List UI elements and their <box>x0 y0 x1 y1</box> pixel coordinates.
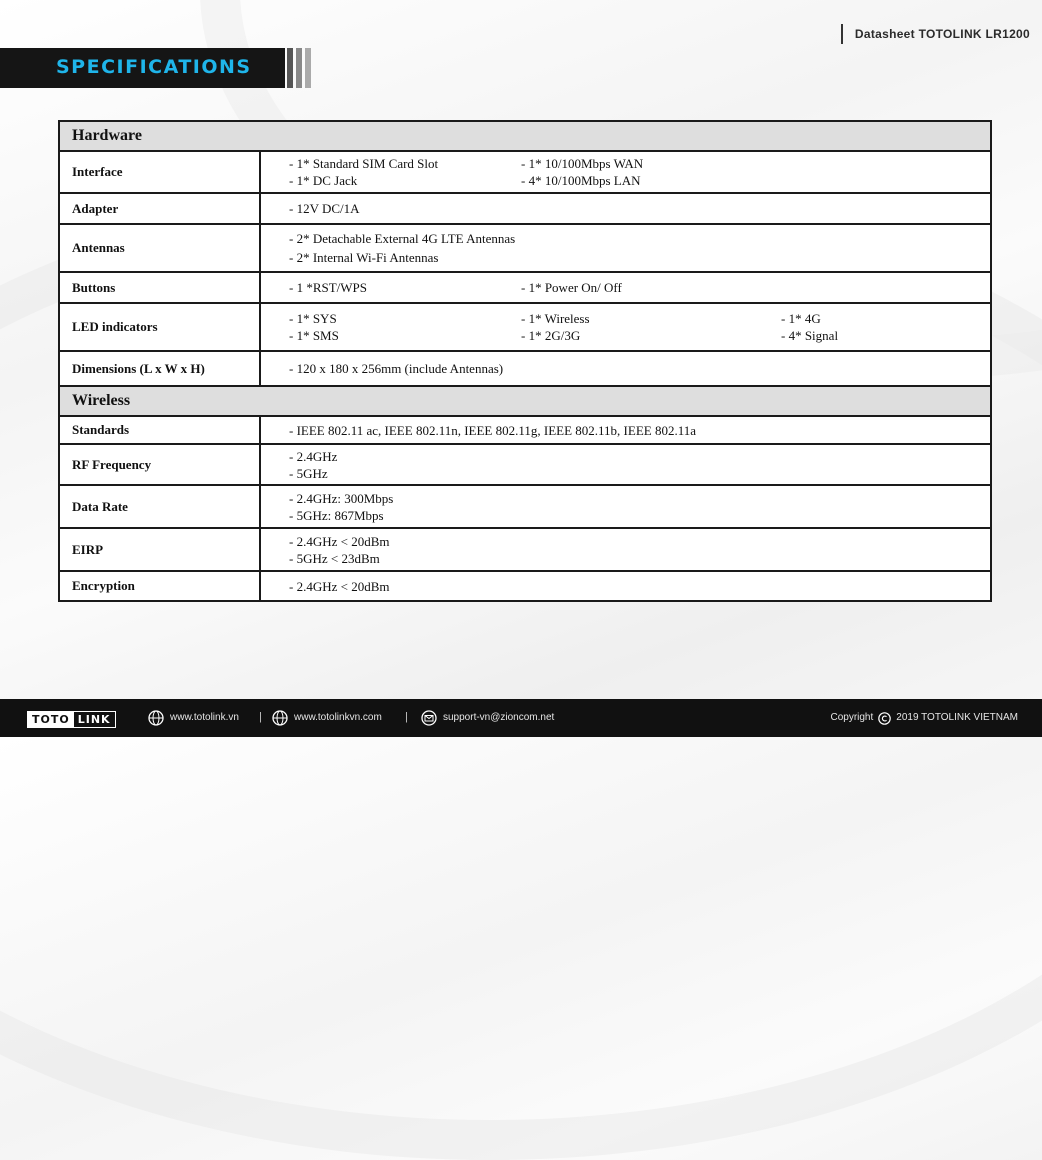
spec-label: Buttons <box>59 272 260 303</box>
spec-value <box>260 351 991 386</box>
copyright-prefix: Copyright <box>830 712 874 723</box>
spec-value <box>260 224 991 272</box>
spec-line: - IEEE 802.11 ac, IEEE 802.11n, IEEE 802.11g, IEEE 802.11b, IEEE 802.11a <box>289 422 696 438</box>
spec-row <box>59 416 991 444</box>
footer-link-website[interactable] <box>148 710 239 726</box>
footer-link-email[interactable] <box>421 710 554 726</box>
banner-stripes <box>287 48 311 88</box>
section-header <box>59 121 991 151</box>
footer-link-text[interactable]: www.totolinkvn.com <box>294 712 382 723</box>
spec-label: Antennas <box>59 224 260 272</box>
spec-line: - 1 *RST/WPS <box>289 280 368 295</box>
spec-value <box>260 272 991 303</box>
spec-line: - 5GHz: 867Mbps <box>289 507 384 523</box>
copyright-text: 2019 TOTOLINK VIETNAM <box>896 712 1018 723</box>
doc-title: Datasheet TOTOLINK LR1200 <box>841 24 1030 44</box>
copyright-icon <box>878 712 891 725</box>
spec-line: - 1* Power On/ Off <box>521 280 622 295</box>
section-title: Wireless <box>59 386 991 416</box>
totolink-logo <box>27 711 116 728</box>
spec-row <box>59 193 991 224</box>
spec-line: - 1* SYS <box>289 311 337 326</box>
spec-label: Adapter <box>59 193 260 224</box>
footer-link-text[interactable]: www.totolink.vn <box>170 712 239 723</box>
spec-line: - 5GHz <box>289 465 328 481</box>
spec-line: - 5GHz < 23dBm <box>289 550 380 566</box>
section-header <box>59 386 991 416</box>
spec-line: - 1* SMS <box>289 328 339 343</box>
spec-line: - 2.4GHz <box>289 448 338 464</box>
spec-line: - 4* Signal <box>781 328 839 343</box>
spec-line: - 1* 4G <box>781 311 821 326</box>
spec-row <box>59 485 991 528</box>
spec-value <box>260 571 991 601</box>
spec-label: Encryption <box>59 571 260 601</box>
section-banner <box>0 48 285 88</box>
spec-row <box>59 351 991 386</box>
spec-row <box>59 528 991 571</box>
mail-icon <box>421 710 437 726</box>
spec-row <box>59 303 991 351</box>
spec-row <box>59 151 991 193</box>
spec-line: - 2* Detachable External 4G LTE Antennas <box>289 231 516 246</box>
spec-label: Dimensions (L x W x H) <box>59 351 260 386</box>
spec-value <box>260 416 991 444</box>
spec-line: - 2.4GHz: 300Mbps <box>289 490 394 506</box>
footer-separator: | <box>259 711 262 723</box>
spec-line: - 4* 10/100Mbps LAN <box>521 173 641 188</box>
spec-value <box>260 485 991 528</box>
spec-value <box>260 151 991 193</box>
spec-line: - 1* DC Jack <box>289 173 358 188</box>
footer-link-text[interactable]: support-vn@zioncom.net <box>443 712 555 723</box>
spec-label: RF Frequency <box>59 444 260 485</box>
spec-label: LED indicators <box>59 303 260 351</box>
spec-value <box>260 303 991 351</box>
spec-line: - 1* 2G/3G <box>521 328 581 343</box>
spec-row <box>59 571 991 601</box>
logo-text-left: TOTO <box>28 712 74 727</box>
spec-line: - 1* Wireless <box>521 311 590 326</box>
copyright <box>830 710 1018 726</box>
page-footer <box>0 699 1042 737</box>
spec-line: - 1* 10/100Mbps WAN <box>521 156 644 171</box>
spec-line: - 1* Standard SIM Card Slot <box>289 156 439 171</box>
spec-label: Standards <box>59 416 260 444</box>
spec-line: - 12V DC/1A <box>289 201 360 216</box>
footer-link-website[interactable] <box>272 710 382 726</box>
spec-line: - 2* Internal Wi-Fi Antennas <box>289 250 439 265</box>
globe-icon <box>148 710 164 726</box>
spec-label: EIRP <box>59 528 260 571</box>
spec-label: Data Rate <box>59 485 260 528</box>
spec-row <box>59 272 991 303</box>
spec-line: - 120 x 180 x 256mm (include Antennas) <box>289 361 504 376</box>
spec-table <box>58 120 992 602</box>
globe-icon <box>272 710 288 726</box>
spec-row <box>59 444 991 485</box>
spec-label: Interface <box>59 151 260 193</box>
logo-text-right: LINK <box>77 713 111 726</box>
spec-value <box>260 193 991 224</box>
spec-value <box>260 444 991 485</box>
spec-line: - 2.4GHz < 20dBm <box>289 533 390 549</box>
section-title: Hardware <box>59 121 991 151</box>
spec-line: - 2.4GHz < 20dBm <box>289 578 390 594</box>
spec-value <box>260 528 991 571</box>
spec-row <box>59 224 991 272</box>
banner-title: SPECIFICATIONS <box>56 56 252 78</box>
footer-separator: | <box>405 711 408 723</box>
